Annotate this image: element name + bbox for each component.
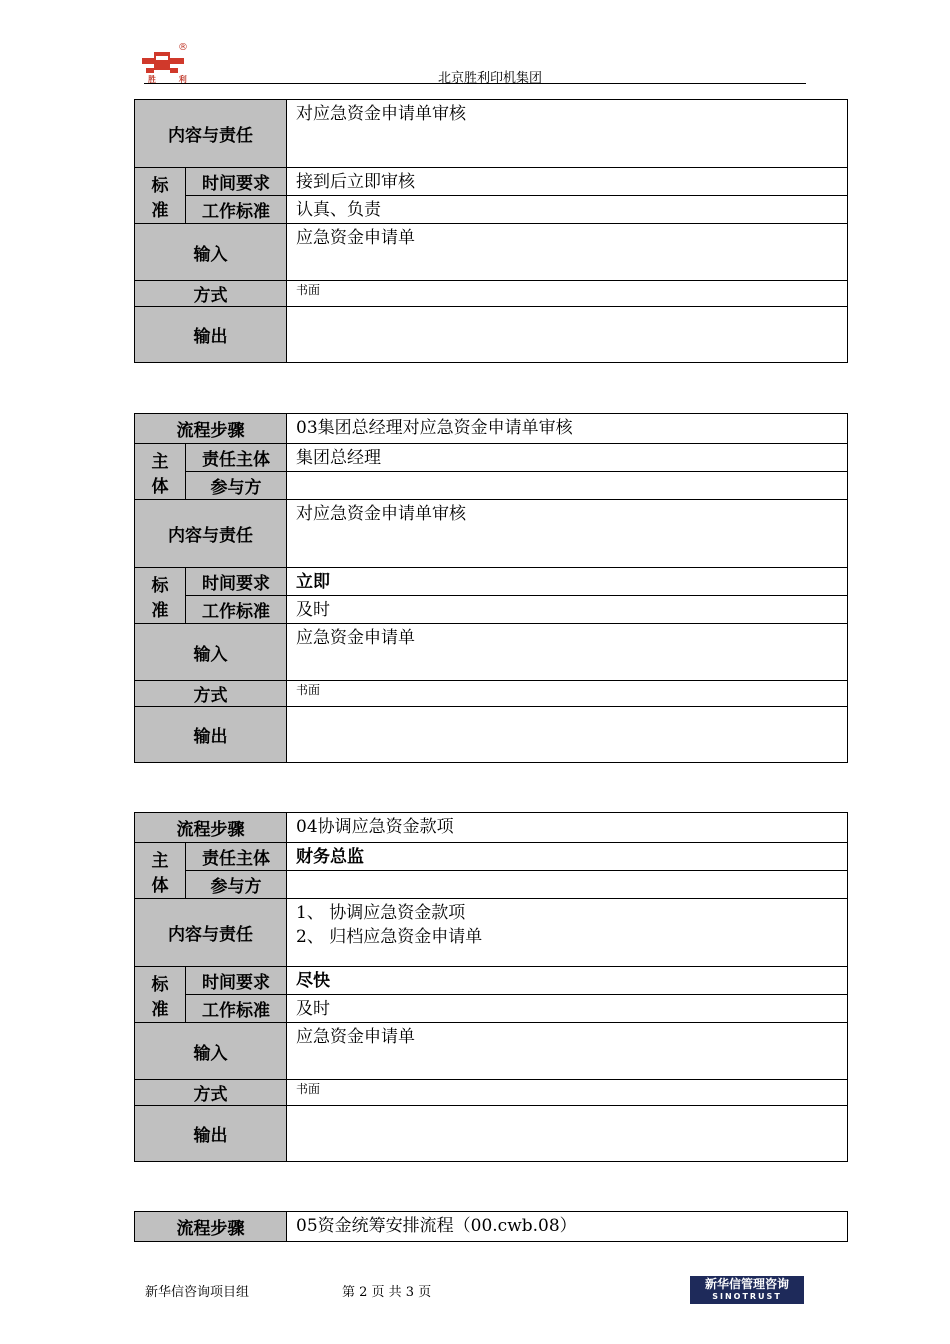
sinotrust-logo <box>690 1276 804 1304</box>
participant-value <box>287 472 848 500</box>
method-label: 方式 <box>135 1080 287 1106</box>
method-value: 书面 <box>287 281 848 307</box>
content-label: 内容与责任 <box>135 500 287 568</box>
work-standard-label: 工作标准 <box>186 596 287 624</box>
work-standard-label: 工作标准 <box>186 995 287 1023</box>
output-value <box>287 1106 848 1162</box>
page-number: 第 2 页 共 3 页 <box>342 1285 432 1300</box>
content-label: 内容与责任 <box>135 899 287 967</box>
content-value <box>287 899 848 967</box>
time-requirement-value: 立即 <box>287 568 848 596</box>
process-step-table-04 <box>134 812 848 1162</box>
process-step-table-05 <box>134 1211 848 1242</box>
work-standard-value: 及时 <box>287 995 848 1023</box>
content-value: 对应急资金申请单审核 <box>287 500 848 568</box>
content-value: 对应急资金申请单审核 <box>287 100 848 168</box>
subject-label: 主 体 <box>135 444 186 500</box>
method-value: 书面 <box>287 1080 848 1106</box>
time-requirement-value: 尽快 <box>287 967 848 995</box>
process-step-label: 流程步骤 <box>135 813 287 843</box>
method-label: 方式 <box>135 681 287 707</box>
standard-label: 标 准 <box>135 967 186 1023</box>
output-value <box>287 707 848 763</box>
work-standard-label: 工作标准 <box>186 196 287 224</box>
company-name: 北京胜利印机集团 <box>438 71 543 86</box>
responsible-label: 责任主体 <box>186 843 287 871</box>
responsible-value: 集团总经理 <box>287 444 848 472</box>
output-label: 输出 <box>135 707 287 763</box>
input-value: 应急资金申请单 <box>287 224 848 281</box>
process-step-label: 流程步骤 <box>135 1212 287 1242</box>
header-divider <box>144 83 806 84</box>
participant-value <box>287 871 848 899</box>
footer-project-group: 新华信咨询项目组 <box>145 1285 250 1300</box>
time-requirement-label: 时间要求 <box>186 568 287 596</box>
process-step-table-03 <box>134 413 848 763</box>
output-label: 输出 <box>135 307 287 363</box>
subject-label: 主 体 <box>135 843 186 899</box>
content-line-2: 2、 归档应急资金申请单 <box>296 927 483 947</box>
standard-label: 标 准 <box>135 168 186 224</box>
time-requirement-label: 时间要求 <box>186 168 287 196</box>
input-value: 应急资金申请单 <box>287 624 848 681</box>
process-step-table-continued <box>134 99 848 363</box>
work-standard-value: 认真、负责 <box>287 196 848 224</box>
registered-mark: ® <box>178 42 188 53</box>
method-value: 书面 <box>287 681 848 707</box>
process-step-label: 流程步骤 <box>135 414 287 444</box>
sinotrust-logo-en: SINOTRUST <box>712 1292 782 1301</box>
participant-label: 参与方 <box>186 472 287 500</box>
process-step-value: 04协调应急资金款项 <box>287 813 848 843</box>
work-standard-value: 及时 <box>287 596 848 624</box>
responsible-label: 责任主体 <box>186 444 287 472</box>
time-requirement-label: 时间要求 <box>186 967 287 995</box>
output-value <box>287 307 848 363</box>
method-label: 方式 <box>135 281 287 307</box>
time-requirement-value: 接到后立即审核 <box>287 168 848 196</box>
content-line-1: 1、 协调应急资金款项 <box>296 903 466 923</box>
standard-label: 标 准 <box>135 568 186 624</box>
sinotrust-logo-cn: 新华信管理咨询 <box>704 1277 789 1291</box>
input-value: 应急资金申请单 <box>287 1023 848 1080</box>
participant-label: 参与方 <box>186 871 287 899</box>
content-label: 内容与责任 <box>135 100 287 168</box>
input-label: 输入 <box>135 224 287 281</box>
input-label: 输入 <box>135 1023 287 1080</box>
process-step-value: 05资金统筹安排流程（00.cwb.08） <box>287 1212 848 1242</box>
logo-text: 胜 利 <box>148 75 197 84</box>
input-label: 输入 <box>135 624 287 681</box>
process-step-value: 03集团总经理对应急资金申请单审核 <box>287 414 848 444</box>
output-label: 输出 <box>135 1106 287 1162</box>
responsible-value: 财务总监 <box>287 843 848 871</box>
company-logo <box>140 44 200 86</box>
